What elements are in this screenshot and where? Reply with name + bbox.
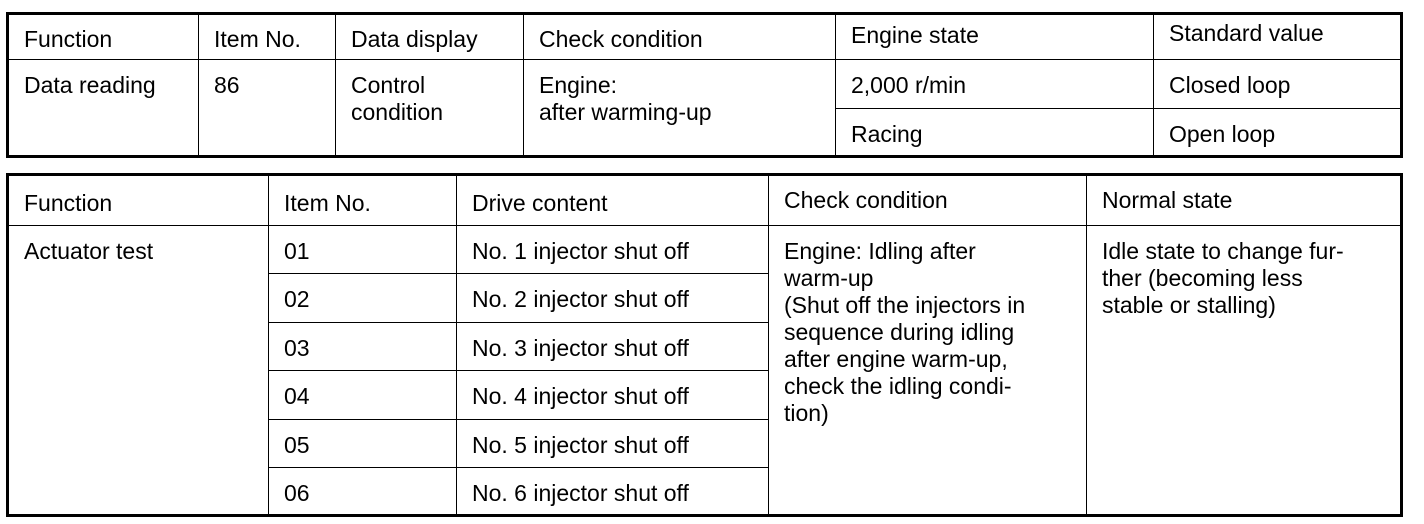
header-item-no: Item No. xyxy=(269,175,457,226)
header-item-no: Item No. xyxy=(199,14,336,60)
item-no-cell: 05 xyxy=(269,420,457,468)
check-condition-line: warm-up xyxy=(784,265,874,291)
drive-content-cell: No. 4 injector shut off xyxy=(457,371,769,420)
data-display-cell xyxy=(336,60,524,157)
standard-value-cell: Closed loop xyxy=(1154,60,1402,109)
item-no-cell: 04 xyxy=(269,371,457,420)
check-condition-cell xyxy=(769,226,1087,516)
check-condition-line: Engine: Idling after xyxy=(784,238,976,264)
drive-content-cell: No. 6 injector shut off xyxy=(457,468,769,516)
data-display-line: condition xyxy=(351,99,444,125)
item-no-cell: 01 xyxy=(269,226,457,274)
function-cell: Data reading xyxy=(8,60,199,157)
check-condition-line: sequence during idling xyxy=(784,319,1015,345)
drive-content-cell: No. 5 injector shut off xyxy=(457,420,769,468)
item-no-cell: 06 xyxy=(269,468,457,516)
drive-content-cell: No. 3 injector shut off xyxy=(457,323,769,371)
normal-state-line: ther (becoming less xyxy=(1102,265,1303,291)
check-condition-line: after engine warm-up, xyxy=(784,346,1008,372)
function-cell: Actuator test xyxy=(8,226,269,516)
data-display-line: Control xyxy=(351,72,426,98)
normal-state-line: Idle state to change fur- xyxy=(1102,238,1344,264)
header-standard-value: Standard value xyxy=(1154,14,1402,60)
check-condition-line: Engine: xyxy=(539,72,618,98)
header-engine-state: Engine state xyxy=(836,14,1154,60)
check-condition-line: (Shut off the injectors in xyxy=(784,292,1026,318)
drive-content-cell: No. 1 injector shut off xyxy=(457,226,769,274)
engine-state-cell: 2,000 r/min xyxy=(836,60,1154,109)
item-no-cell: 03 xyxy=(269,323,457,371)
check-condition-cell xyxy=(524,60,836,157)
header-data-display: Data display xyxy=(336,14,524,60)
check-condition-line: tion) xyxy=(784,400,829,426)
engine-state-cell: Racing xyxy=(836,109,1154,157)
header-drive-content: Drive content xyxy=(457,175,769,226)
standard-value-cell: Open loop xyxy=(1154,109,1402,157)
header-function: Function xyxy=(8,175,269,226)
header-check-condition: Check condition xyxy=(524,14,836,60)
item-no-cell: 02 xyxy=(269,274,457,323)
header-check-condition: Check condition xyxy=(769,175,1087,226)
drive-content-cell: No. 2 injector shut off xyxy=(457,274,769,323)
check-condition-line: after warming-up xyxy=(539,99,712,125)
normal-state-cell xyxy=(1087,226,1402,516)
header-function: Function xyxy=(8,14,199,60)
check-condition-line: check the idling condi- xyxy=(784,373,1012,399)
normal-state-line: stable or stalling) xyxy=(1102,292,1276,318)
data-reading-table xyxy=(6,12,1403,158)
header-normal-state: Normal state xyxy=(1087,175,1402,226)
actuator-test-table xyxy=(6,173,1403,517)
item-no-cell: 86 xyxy=(199,60,336,157)
